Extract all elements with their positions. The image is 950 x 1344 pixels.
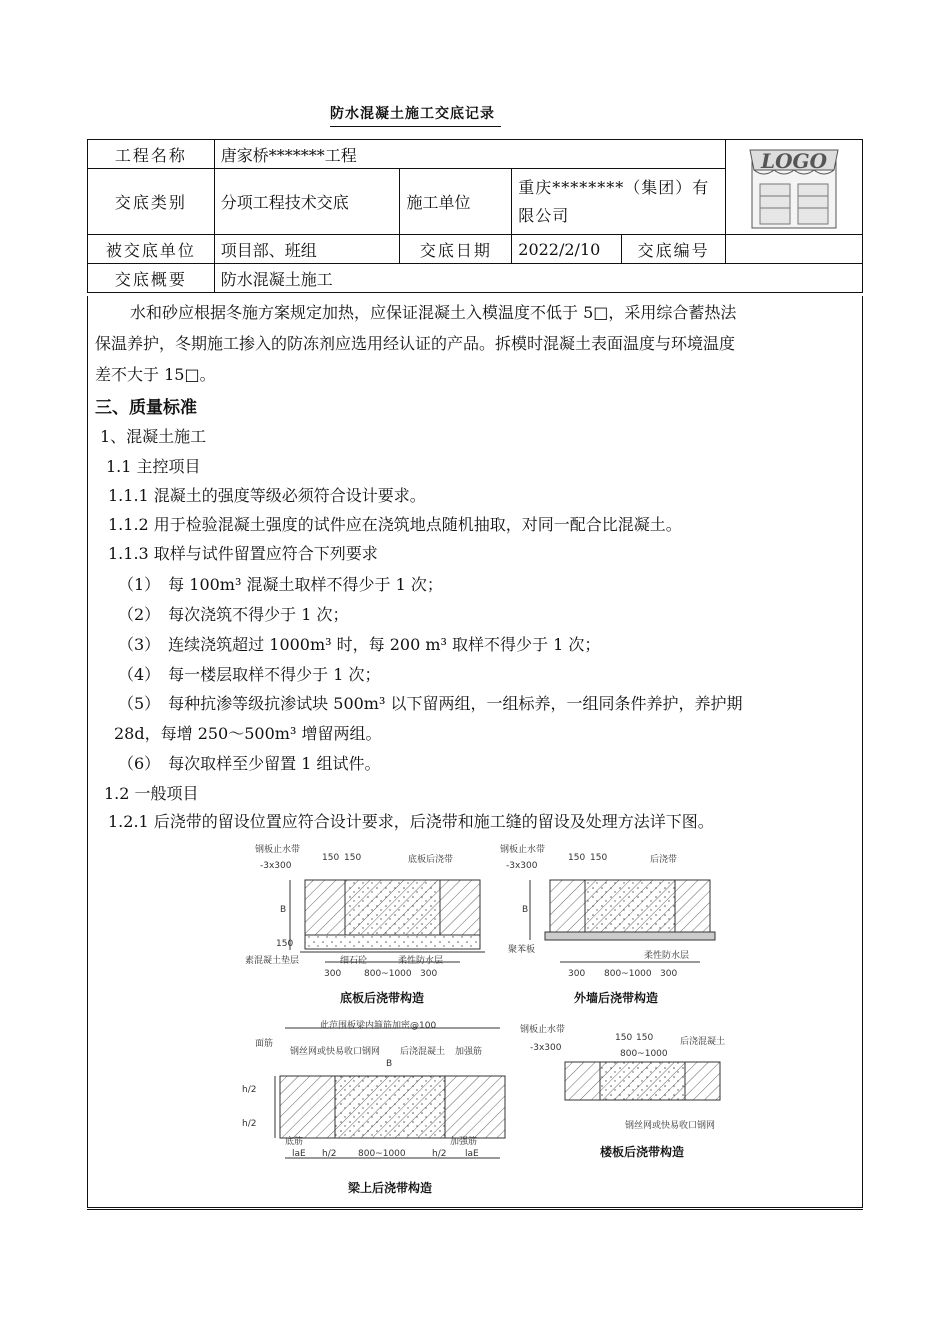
svg-text:300: 300 <box>568 969 586 979</box>
svg-text:B: B <box>386 1059 393 1069</box>
svg-text:150: 150 <box>568 853 586 863</box>
svg-text:后浇混凝土: 后浇混凝土 <box>400 1047 446 1057</box>
receiver-label: 被交底单位 <box>88 235 215 264</box>
svg-text:聚苯板: 聚苯板 <box>508 945 536 955</box>
list-item: （3） 连续浇筑超过 1000m³ 时，每 200 m³ 取样不得少于 1 次； <box>118 635 601 654</box>
svg-text:钢板止水带: 钢板止水带 <box>520 1025 566 1035</box>
para-line-3: 差不大于 15□。 <box>95 365 216 384</box>
category-label: 交底类别 <box>88 169 215 235</box>
figure-floor-slab <box>245 843 485 1005</box>
figure-caption: 梁上后浇带构造 <box>348 1181 433 1195</box>
svg-text:-3x300: -3x300 <box>530 1043 562 1053</box>
clause-1-1-1: 1.1.1 混凝土的强度等级必须符合设计要求。 <box>108 486 426 505</box>
svg-text:钢板止水带: 钢板止水带 <box>255 845 301 855</box>
heading-1: 1、混凝土施工 <box>100 427 207 446</box>
list-item: （4） 每一楼层取样不得少于 1 次； <box>118 665 381 684</box>
summary-value: 防水混凝土施工 <box>214 264 862 293</box>
svg-text:150: 150 <box>615 1033 633 1043</box>
list-item: （1） 每 100m³ 混凝土取样不得少于 1 次； <box>118 575 443 594</box>
svg-text:h/2: h/2 <box>432 1149 447 1159</box>
svg-text:底筋: 底筋 <box>285 1137 304 1147</box>
svg-text:-3x300: -3x300 <box>260 861 292 871</box>
svg-text:底板后浇带: 底板后浇带 <box>408 855 454 865</box>
svg-text:LOGO: LOGO <box>761 149 828 173</box>
svg-text:laE: laE <box>465 1149 479 1159</box>
svg-text:柔性防水层: 柔性防水层 <box>398 956 444 966</box>
list-item: 28d，每增 250～500m³ 增留两组。 <box>114 724 382 743</box>
svg-text:加强筋: 加强筋 <box>450 1137 478 1147</box>
svg-text:150: 150 <box>636 1033 654 1043</box>
svg-text:钢丝网或快易收口钢网: 钢丝网或快易收口钢网 <box>625 1121 716 1131</box>
svg-text:800~1000: 800~1000 <box>358 1149 406 1159</box>
svg-text:柔性防水层: 柔性防水层 <box>644 951 690 961</box>
svg-text:150: 150 <box>276 939 294 949</box>
svg-text:B: B <box>522 905 529 915</box>
figure-floor-board <box>520 1023 725 1159</box>
svg-text:300: 300 <box>324 969 342 979</box>
svg-text:钢板止水带: 钢板止水带 <box>500 845 546 855</box>
svg-text:800~1000: 800~1000 <box>364 969 412 979</box>
unit-value: 重庆********（集团）有 限公司 <box>512 169 726 235</box>
receiver-value: 项目部、班组 <box>214 235 400 264</box>
figure-beam <box>242 1019 505 1195</box>
list-item: （6） 每次取样至少留置 1 组试件。 <box>118 754 381 773</box>
logo <box>726 140 863 235</box>
summary-label: 交底概要 <box>88 264 215 293</box>
svg-text:h/2: h/2 <box>322 1149 337 1159</box>
number-value <box>726 235 863 264</box>
header-table <box>87 139 863 293</box>
date-value: 2022/2/10 <box>512 235 622 264</box>
svg-text:后浇带: 后浇带 <box>650 855 678 865</box>
heading-1-1: 1.1 主控项目 <box>106 457 201 476</box>
clause-1-2-1: 1.2.1 后浇带的留设位置应符合设计要求，后浇带和施工缝的留设及处理方法详下图。 <box>108 812 714 831</box>
figure-exterior-wall <box>500 843 715 1005</box>
clause-1-1-2: 1.1.2 用于检验混凝土强度的试件应在浇筑地点随机抽取，对同一配合比混凝土。 <box>108 515 682 534</box>
list-item: （5） 每种抗渗等级抗渗试块 500m³ 以下留两组，一组标养，一组同条件养护，养护期 <box>118 694 743 713</box>
svg-text:h/2: h/2 <box>242 1085 257 1095</box>
construction-figures <box>240 840 840 1205</box>
project-name-label: 工程名称 <box>88 140 215 169</box>
project-name-value: 唐家桥*******工程 <box>214 140 725 169</box>
figure-caption: 楼板后浇带构造 <box>600 1145 685 1159</box>
svg-text:h/2: h/2 <box>242 1119 257 1129</box>
para-line-2: 保温养护，冬期施工掺入的防冻剂应选用经认证的产品。拆模时混凝土表面温度与环境温度 <box>95 334 736 353</box>
date-label: 交底日期 <box>400 235 512 264</box>
category-value: 分项工程技术交底 <box>214 169 400 235</box>
figure-caption: 外墙后浇带构造 <box>574 991 659 1005</box>
document-title: 防水混凝土施工交底记录 <box>330 103 501 127</box>
svg-text:800~1000: 800~1000 <box>604 969 652 979</box>
svg-text:800~1000: 800~1000 <box>620 1049 668 1059</box>
svg-text:素混凝土垫层: 素混凝土垫层 <box>245 956 300 966</box>
svg-text:150: 150 <box>590 853 608 863</box>
svg-text:-3x300: -3x300 <box>506 861 538 871</box>
svg-text:150: 150 <box>344 853 362 863</box>
svg-text:laE: laE <box>292 1149 306 1159</box>
svg-text:300: 300 <box>660 969 678 979</box>
svg-text:此范围板梁内箍筋加密@100: 此范围板梁内箍筋加密@100 <box>320 1021 437 1031</box>
para-line-1: 水和砂应根据冬施方案规定加热，应保证混凝土入模温度不低于 5□，采用综合蓄热法 <box>130 303 737 322</box>
logo-storefront-icon <box>744 140 844 230</box>
bottom-rule <box>87 1209 863 1210</box>
clause-1-1-3: 1.1.3 取样与试件留置应符合下列要求 <box>108 544 378 563</box>
svg-text:后浇混凝土: 后浇混凝土 <box>680 1037 726 1047</box>
svg-text:细石砼: 细石砼 <box>340 956 368 966</box>
list-item: （2） 每次浇筑不得少于 1 次； <box>118 605 349 624</box>
heading-1-2: 1.2 一般项目 <box>104 784 199 803</box>
svg-text:B: B <box>280 905 287 915</box>
figure-caption: 底板后浇带构造 <box>340 991 425 1005</box>
section-heading: 三、质量标准 <box>95 398 197 418</box>
svg-text:150: 150 <box>322 853 340 863</box>
svg-text:钢丝网或快易收口钢网: 钢丝网或快易收口钢网 <box>290 1047 381 1057</box>
svg-text:面筋: 面筋 <box>255 1039 274 1049</box>
unit-label: 施工单位 <box>400 169 512 235</box>
svg-text:加强筋: 加强筋 <box>455 1047 483 1057</box>
svg-text:300: 300 <box>420 969 438 979</box>
number-label: 交底编号 <box>622 235 726 264</box>
